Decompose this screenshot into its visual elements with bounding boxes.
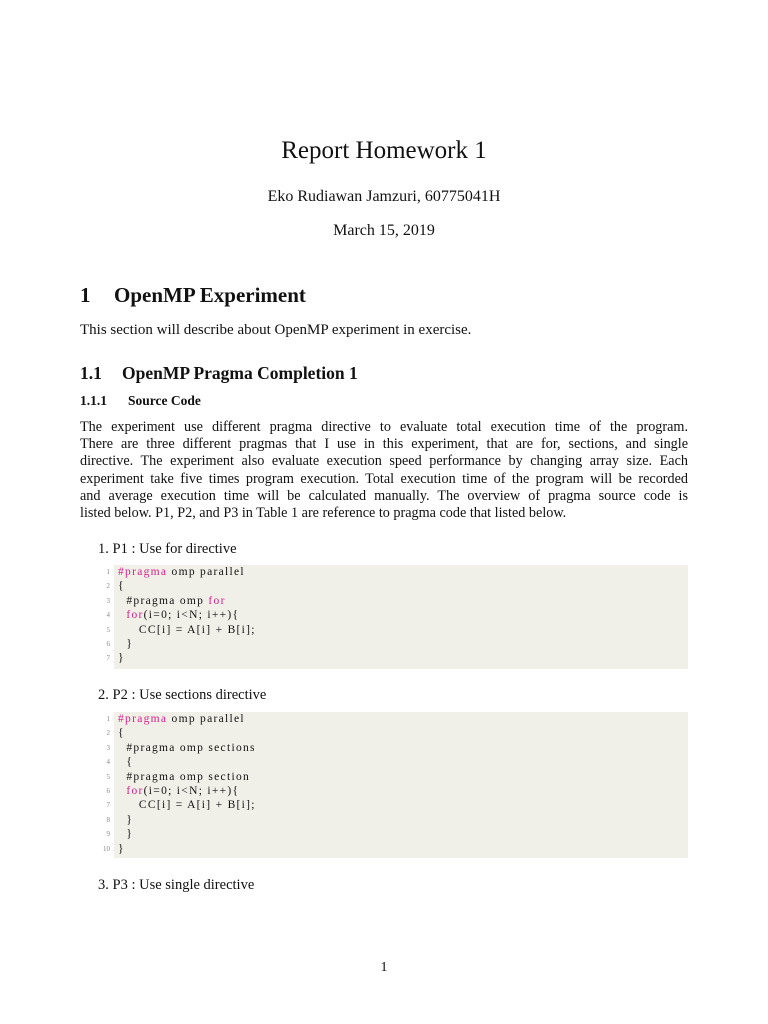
code-line-text: #pragma omp parallel bbox=[118, 566, 245, 578]
section-heading bbox=[80, 283, 306, 308]
code-line-text: #pragma omp sections bbox=[118, 741, 256, 754]
code-line-number: 1 bbox=[106, 715, 110, 723]
code-line bbox=[106, 798, 688, 812]
code-line-text: CC[i] = A[i] + B[i]; bbox=[118, 799, 256, 812]
code-line-number: 1 bbox=[106, 568, 110, 576]
code-line-number: 8 bbox=[106, 815, 110, 824]
paragraph-line: There are three different pragmas that I use in this experiment, that are for, sections, and single bbox=[80, 436, 688, 453]
code-line-text: } bbox=[118, 637, 134, 650]
code-line-text: #pragma omp parallel bbox=[118, 713, 245, 725]
code-line bbox=[106, 813, 688, 827]
code-line-text: } bbox=[118, 652, 125, 665]
subsection-heading bbox=[80, 363, 358, 384]
code-line-number: 3 bbox=[106, 596, 110, 605]
section-number: 1 bbox=[80, 283, 91, 307]
code-line-number: 2 bbox=[106, 729, 110, 738]
code-line-number: 6 bbox=[106, 786, 110, 795]
code-line-number: 6 bbox=[106, 639, 110, 648]
code-line-number: 2 bbox=[106, 582, 110, 591]
page-number: 1 bbox=[380, 960, 388, 975]
code-line bbox=[106, 726, 688, 740]
list-item-p3: 3. P3 : Use single directive bbox=[98, 877, 255, 893]
code-line-text: CC[i] = A[i] + B[i]; bbox=[118, 623, 256, 636]
section-title: OpenMP Experiment bbox=[114, 283, 306, 307]
code-line-text: } bbox=[118, 828, 134, 841]
list-item-p2: 2. P2 : Use sections directive bbox=[98, 687, 267, 703]
code-listing-p1 bbox=[106, 565, 688, 669]
paragraph-line: listed below. P1, P2, and P3 in Table 1 are reference to pragma code that listed below. bbox=[80, 505, 567, 522]
code-line-number: 5 bbox=[106, 772, 110, 781]
subsection-title: OpenMP Pragma Completion 1 bbox=[122, 363, 358, 383]
code-line bbox=[106, 623, 688, 637]
code-line-text: } bbox=[118, 842, 125, 855]
code-line-number: 7 bbox=[106, 654, 110, 663]
code-line-text: { bbox=[118, 727, 125, 740]
code-line-number: 4 bbox=[106, 611, 110, 620]
code-line-text: #pragma omp for bbox=[118, 594, 226, 607]
code-line-number: 4 bbox=[106, 758, 110, 767]
code-line bbox=[106, 741, 688, 755]
subsubsection-title: Source Code bbox=[128, 393, 201, 408]
code-line-text: for(i=0; i<N; i++){ bbox=[126, 609, 240, 622]
paragraph-line: experiment take five times program execution. Total execution time of the program will be recorded bbox=[80, 470, 688, 487]
code-listing-p2 bbox=[103, 712, 688, 858]
document-date: March 15, 2019 bbox=[333, 222, 435, 239]
paragraph-line: and average execution time will be calculated manually. The overview of pragma source code is bbox=[80, 487, 688, 504]
code-line-text: } bbox=[118, 813, 134, 826]
code-line-number: 5 bbox=[106, 625, 110, 634]
code-line bbox=[106, 827, 688, 841]
code-line-text: { bbox=[118, 756, 134, 769]
body-paragraph bbox=[80, 419, 688, 522]
code-line bbox=[106, 579, 688, 593]
author-line: Eko Rudiawan Jamzuri, 60775041H bbox=[267, 188, 501, 205]
paragraph-line: directive. The experiment also evaluate execution speed performance by changing array size. Each bbox=[80, 453, 688, 470]
code-line bbox=[106, 712, 688, 726]
code-line bbox=[106, 755, 688, 769]
subsubsection-number: 1.1.1 bbox=[80, 393, 107, 408]
code-line bbox=[106, 594, 688, 608]
section-intro: This section will describe about OpenMP experiment in exercise. bbox=[80, 322, 472, 338]
code-line bbox=[103, 842, 688, 856]
code-line bbox=[106, 608, 688, 622]
code-line-number: 7 bbox=[106, 801, 110, 810]
paragraph-line: The experiment use different pragma directive to evaluate total execution time of the program. bbox=[80, 419, 688, 435]
code-line bbox=[106, 651, 688, 665]
code-line-text: #pragma omp section bbox=[118, 770, 251, 783]
subsubsection-heading bbox=[80, 393, 201, 409]
code-line bbox=[106, 770, 688, 784]
code-line-number: 3 bbox=[106, 743, 110, 752]
code-line bbox=[106, 784, 688, 798]
list-item-p1: 1. P1 : Use for directive bbox=[98, 541, 237, 557]
document-title: Report Homework 1 bbox=[281, 137, 487, 164]
code-line-number: 9 bbox=[106, 830, 110, 839]
code-line-text: for(i=0; i<N; i++){ bbox=[126, 784, 240, 797]
code-line bbox=[106, 565, 688, 579]
code-line bbox=[106, 637, 688, 651]
code-line-text: { bbox=[118, 580, 125, 593]
subsection-number: 1.1 bbox=[80, 363, 102, 383]
code-line-number: 10 bbox=[103, 844, 110, 853]
